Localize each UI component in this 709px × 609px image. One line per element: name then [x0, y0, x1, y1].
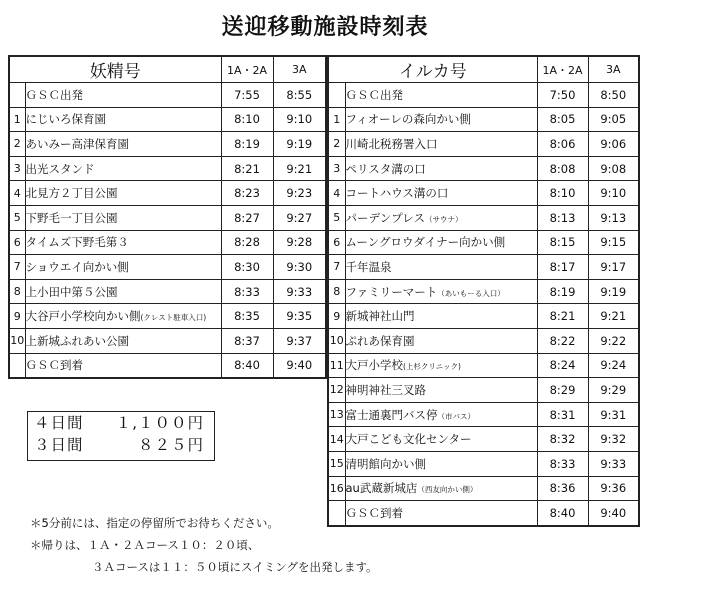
stop-name: コートハウス溝の口: [345, 186, 449, 201]
stop-name: ショウエイ向かい側: [25, 259, 129, 274]
stop-name: 清明館向かい側: [345, 456, 426, 471]
time-1a2a: 8:37: [221, 328, 273, 353]
stop-cell: [25, 132, 221, 157]
timetable-row: [9, 328, 326, 353]
timetable-row: [328, 353, 639, 378]
stop-number: 15: [328, 451, 345, 476]
price-value: ８２５円: [137, 436, 204, 454]
stop-name: 大谷戸小学校向かい側: [25, 309, 141, 324]
course-header-3a: 3A: [273, 56, 326, 83]
timetable-row: [328, 476, 639, 501]
stop-number: 11: [328, 353, 345, 378]
time-1a2a: 8:28: [221, 230, 273, 255]
time-3a: 9:29: [588, 378, 639, 403]
course-header-1a2a: 1A・2A: [537, 56, 588, 83]
stop-number: 16: [328, 476, 345, 501]
stop-name: 富士通裏門バス停: [345, 407, 438, 422]
stop-number: 2: [328, 132, 345, 157]
time-3a: 9:08: [588, 156, 639, 181]
timetable-row: [328, 279, 639, 304]
stop-cell: [345, 427, 537, 452]
route-name: イルカ号: [328, 56, 537, 83]
timetable-row: [328, 255, 639, 280]
time-3a: 9:23: [273, 181, 326, 206]
time-3a: 9:17: [588, 255, 639, 280]
time-1a2a: 8:05: [537, 107, 588, 132]
stop-number: 8: [328, 279, 345, 304]
time-1a2a: 8:19: [221, 132, 273, 157]
timetable-row: [9, 304, 326, 329]
stop-cell: [25, 156, 221, 181]
stop-note: （あいもーる入口）: [437, 288, 505, 298]
time-1a2a: 8:17: [537, 255, 588, 280]
time-3a: 9:24: [588, 353, 639, 378]
stop-name: 北見方２丁目公園: [25, 186, 118, 201]
stop-name: 出光スタンド: [25, 161, 95, 176]
time-1a2a: 8:29: [537, 378, 588, 403]
stop-cell: [345, 402, 537, 427]
time-1a2a: 8:21: [537, 304, 588, 329]
time-1a2a: 8:33: [221, 279, 273, 304]
stop-name: ＧＳＣ出発: [345, 87, 403, 102]
price-label: ３日間: [34, 436, 84, 454]
time-3a: 9:19: [588, 279, 639, 304]
time-3a: 9:37: [273, 328, 326, 353]
time-1a2a: 8:24: [537, 353, 588, 378]
time-1a2a: 8:22: [537, 328, 588, 353]
timetable-row: [328, 132, 639, 157]
stop-cell: [345, 181, 537, 206]
timetable-row: [9, 230, 326, 255]
time-3a: 9:05: [588, 107, 639, 132]
stop-number: 9: [9, 304, 25, 329]
stop-number: 2: [9, 132, 25, 157]
stop-name: 上小田中第５公園: [25, 284, 118, 299]
stop-name: 大戸小学校: [345, 358, 403, 373]
time-1a2a: 7:55: [221, 83, 273, 108]
time-3a: 9:27: [273, 205, 326, 230]
price-value: １,１００円: [115, 414, 204, 432]
stop-name: 川崎北税務署入口: [345, 136, 438, 151]
stop-number: 14: [328, 427, 345, 452]
stop-name: 下野毛一丁目公園: [25, 210, 118, 225]
time-1a2a: 8:36: [537, 476, 588, 501]
timetable-row: [328, 427, 639, 452]
note-line: ＊帰りは、１Ａ・２Ａコース１０：２０頃、: [30, 538, 260, 552]
time-1a2a: 8:23: [221, 181, 273, 206]
time-3a: 9:22: [588, 328, 639, 353]
stop-name: ＧＳＣ到着: [345, 505, 403, 520]
time-1a2a: 7:50: [537, 83, 588, 108]
stop-cell: [25, 230, 221, 255]
time-3a: 9:40: [588, 501, 639, 526]
time-3a: 9:35: [273, 304, 326, 329]
time-1a2a: 8:40: [221, 353, 273, 378]
time-3a: 9:10: [273, 107, 326, 132]
stop-number: 1: [328, 107, 345, 132]
timetable-row: [9, 132, 326, 157]
stop-cell: [345, 328, 537, 353]
time-3a: 9:33: [588, 451, 639, 476]
time-3a: 9:28: [273, 230, 326, 255]
stop-name: ＧＳＣ到着: [25, 358, 83, 373]
time-3a: 9:21: [273, 156, 326, 181]
stop-name: ペリスタ溝の口: [345, 161, 426, 176]
stop-cell: [25, 328, 221, 353]
stop-cell: [25, 279, 221, 304]
stop-name: パーデンプレス: [345, 210, 425, 225]
notes: [30, 512, 378, 578]
time-1a2a: 8:33: [537, 451, 588, 476]
stop-name: 神明神社三叉路: [345, 382, 426, 397]
stop-number: [9, 83, 25, 108]
time-1a2a: 8:19: [537, 279, 588, 304]
timetable-row: [328, 156, 639, 181]
price-label: ４日間: [34, 414, 84, 432]
price-row: [28, 434, 214, 456]
stop-cell: [25, 83, 221, 108]
timetable-row: [328, 378, 639, 403]
stop-note: (上杉クリニック): [403, 362, 461, 372]
time-1a2a: 8:21: [221, 156, 273, 181]
time-1a2a: 8:10: [537, 181, 588, 206]
timetable-row: [328, 181, 639, 206]
stop-name: フィオーレの森向かい側: [345, 112, 471, 127]
time-3a: 9:40: [273, 353, 326, 378]
stop-cell: [25, 107, 221, 132]
stop-cell: [25, 255, 221, 280]
timetable-row: [9, 107, 326, 132]
stop-name: ぷれあ保育園: [345, 333, 415, 348]
stop-number: [328, 83, 345, 108]
stop-cell: [25, 181, 221, 206]
route-name: 妖精号: [9, 56, 221, 83]
stop-number: 5: [328, 205, 345, 230]
time-1a2a: 8:15: [537, 230, 588, 255]
time-1a2a: 8:13: [537, 205, 588, 230]
stop-cell: [345, 107, 537, 132]
stop-note: （市バス）: [437, 411, 475, 421]
stop-cell: [345, 83, 537, 108]
stop-number: 3: [9, 156, 25, 181]
stop-number: 7: [9, 255, 25, 280]
stop-name: ムーングロウダイナー向かい側: [345, 235, 506, 250]
timetable-row: [9, 255, 326, 280]
course-header-1a2a: 1A・2A: [221, 56, 273, 83]
time-3a: 9:13: [588, 205, 639, 230]
timetable-row: [328, 304, 639, 329]
stop-cell: [345, 132, 537, 157]
timetable-row: [328, 205, 639, 230]
time-3a: 9:21: [588, 304, 639, 329]
timetable-row: [328, 230, 639, 255]
time-1a2a: 8:06: [537, 132, 588, 157]
timetable-row: [328, 402, 639, 427]
time-1a2a: 8:08: [537, 156, 588, 181]
stop-name: タイムズ下野毛第３: [25, 235, 129, 250]
stop-number: 8: [9, 279, 25, 304]
stop-number: 10: [328, 328, 345, 353]
note-line: ＊5分前には、指定の停留所でお待ちください。: [30, 516, 279, 530]
stop-cell: [345, 378, 537, 403]
stop-name: にじいろ保育園: [25, 112, 106, 127]
time-3a: 9:10: [588, 181, 639, 206]
stop-cell: [25, 304, 221, 329]
timetable-row: [9, 205, 326, 230]
stop-number: 4: [9, 181, 25, 206]
timetable-row: [9, 279, 326, 304]
stop-name: 上新城ふれあい公園: [25, 333, 129, 348]
time-3a: 9:06: [588, 132, 639, 157]
stop-cell: [345, 156, 537, 181]
time-3a: 9:32: [588, 427, 639, 452]
timetable-row: [9, 83, 326, 108]
stop-number: 9: [328, 304, 345, 329]
time-3a: 9:33: [273, 279, 326, 304]
stop-number: 5: [9, 205, 25, 230]
timetable-row: [9, 156, 326, 181]
timetable-row: [328, 83, 639, 108]
stop-number: 6: [328, 230, 345, 255]
stop-cell: [345, 230, 537, 255]
stop-name: au武蔵新城店: [345, 481, 418, 496]
stop-name: ＧＳＣ出発: [25, 87, 83, 102]
stop-cell: [345, 205, 537, 230]
time-1a2a: 8:31: [537, 402, 588, 427]
timetable-row: [9, 181, 326, 206]
time-1a2a: 8:30: [221, 255, 273, 280]
stop-number: 3: [328, 156, 345, 181]
stop-cell: [25, 353, 221, 378]
time-3a: 9:15: [588, 230, 639, 255]
time-1a2a: 8:40: [537, 501, 588, 526]
time-1a2a: 8:35: [221, 304, 273, 329]
stop-cell: [345, 255, 537, 280]
time-1a2a: 8:32: [537, 427, 588, 452]
stop-number: 10: [9, 328, 25, 353]
stop-note: （西友向かい側）: [417, 485, 478, 495]
stop-cell: [345, 451, 537, 476]
stop-cell: [25, 205, 221, 230]
timetable-row: [9, 353, 326, 378]
note-line: ３Ａコースは１１：５０頃にスイミングを出発します。: [92, 560, 378, 574]
stop-note: （サウナ）: [424, 214, 463, 224]
time-1a2a: 8:10: [221, 107, 273, 132]
stop-name: 新城神社山門: [345, 309, 415, 324]
stop-name: ファミリーマート: [345, 284, 438, 299]
stop-name: あいみー高津保育園: [25, 136, 129, 151]
course-header-3a: 3A: [588, 56, 639, 83]
left-route-table: [8, 55, 327, 379]
time-3a: 8:55: [273, 83, 326, 108]
timetable-row: [328, 451, 639, 476]
timetable-row: [328, 107, 639, 132]
right-route-table: [327, 55, 640, 527]
stop-cell: [345, 279, 537, 304]
price-row: [28, 412, 214, 434]
stop-number: 6: [9, 230, 25, 255]
page-title: 送迎移動施設時刻表: [221, 15, 429, 40]
time-3a: 8:50: [588, 83, 639, 108]
time-1a2a: 8:27: [221, 205, 273, 230]
stop-name: 大戸こども文化センター: [345, 432, 472, 447]
stop-number: [9, 353, 25, 378]
stop-name: 千年温泉: [345, 259, 392, 274]
stop-cell: [345, 353, 537, 378]
time-3a: 9:36: [588, 476, 639, 501]
stop-cell: [345, 304, 537, 329]
stop-number: 4: [328, 181, 345, 206]
stop-number: 7: [328, 255, 345, 280]
stop-cell: [345, 476, 537, 501]
stop-number: 1: [9, 107, 25, 132]
stop-note: (クレスト駐車入口): [140, 313, 207, 323]
time-3a: 9:31: [588, 402, 639, 427]
stop-number: 13: [328, 402, 345, 427]
timetable-row: [328, 328, 639, 353]
stop-number: 12: [328, 378, 345, 403]
time-3a: 9:19: [273, 132, 326, 157]
price-box: [27, 411, 215, 461]
time-3a: 9:30: [273, 255, 326, 280]
